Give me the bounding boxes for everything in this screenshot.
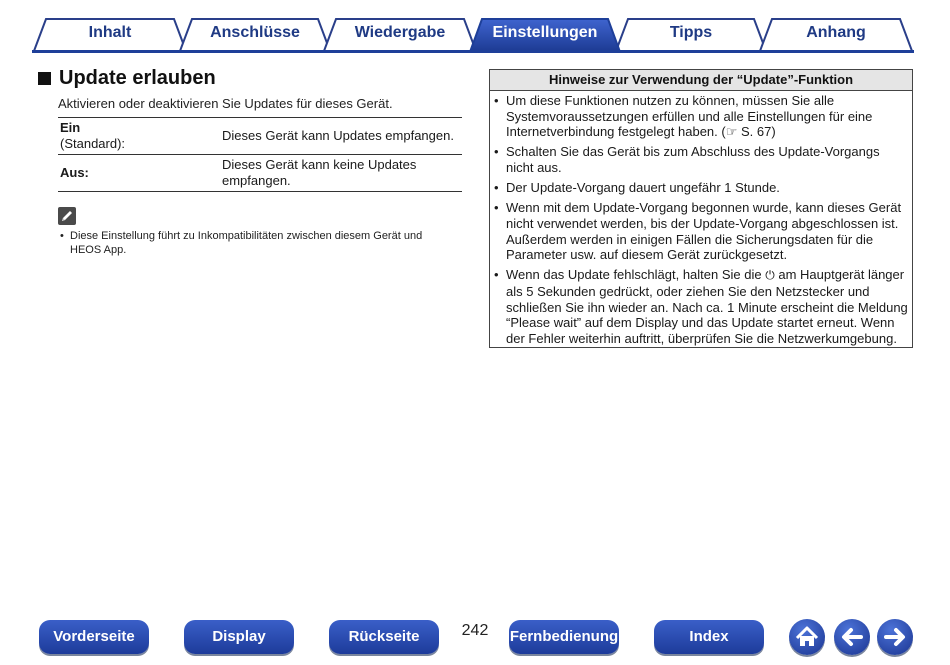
list-item [506,267,908,346]
hint-text: am Hauptgerät länger als 5 Sekunden gedrückt, oder ziehen Sie den Netzstecker und schließen Sie ihn wieder an. Nach ca. 1 Minute erscheint die Meldung “Please wait” auf dem Display und das Update startet erneut. Wenn der Fehler weiterhin auftritt, überprüfen Sie die Netzwerkumgebung. [506,267,908,346]
display-button[interactable]: Display [184,620,294,654]
hint-text: Wenn mit dem Update-Vorgang begonnen wurde, kann dieses Gerät nicht verwendet werden, bis der Update-Vorgang abgeschlossen ist. Außerdem werden in einigen Fällen die Sicherungsdaten für die Parameter usw. auf diesem Gerät zurückgesetzt. [506,200,902,263]
hints-box [489,69,913,348]
home-button[interactable] [789,619,825,655]
section-intro: Aktivieren oder deaktivieren Sie Updates für dieses Gerät. [58,96,393,111]
option-key [58,118,220,155]
option-desc: Dieses Gerät kann Updates empfangen. [222,128,454,143]
remote-button[interactable]: Fernbedienung [509,620,619,654]
home-icon [789,619,825,655]
title-square-icon [38,72,51,85]
section-title-text: Update erlauben [59,66,216,89]
tab-einstellungen[interactable]: Einstellungen [492,24,598,41]
index-button[interactable]: Index [654,620,764,654]
pencil-icon [58,207,76,225]
list-item [506,93,908,140]
hint-text: Der Update-Vorgang dauert ungefähr 1 Stunde. [506,180,780,196]
back-button[interactable] [834,619,870,655]
arrow-left-icon [834,619,870,655]
tab-anhang[interactable]: Anhang [806,24,866,41]
option-key [58,155,220,192]
option-desc: Dieses Gerät kann keine Updates empfangen. [222,157,417,188]
note-text: Diese Einstellung führt zu Inkompatibilitäten zwischen diesem Gerät und HEOS App. [70,230,423,256]
front-page-button[interactable]: Vorderseite [39,620,149,654]
hint-text: Wenn das Update fehlschlägt, halten Sie die [506,267,762,283]
page-number: 242 [461,622,489,639]
hints-title: Hinweise zur Verwendung der “Update”-Funktion [490,70,912,91]
hints-list [490,91,912,346]
option-sub: (Standard): [60,136,126,151]
bullet: • [60,230,64,242]
tab-wiedergabe[interactable]: Wiedergabe [354,24,446,41]
hint-text: Um diese Funktionen nutzen zu können, müssen Sie alle Systemvoraussetzungen erfüllen und alle Einstellungen für eine Internetverbindung festgelegt haben. [506,93,873,140]
tab-anschluesse[interactable]: Anschlüsse [210,24,300,41]
note [60,229,440,257]
tab-tipps[interactable]: Tipps [669,24,713,41]
option-name: Ein [60,120,81,135]
tab-bar [0,0,950,56]
list-item [506,200,908,262]
list-item [506,144,908,175]
table-row [58,118,462,155]
section-title [38,66,216,90]
tab-inhalt[interactable]: Inhalt [88,24,132,41]
arrow-right-icon [877,619,913,655]
options-table [58,117,462,192]
power-icon: ⏻ [765,268,775,283]
hint-text: Schalten Sie das Gerät bis zum Abschluss des Update-Vorgangs nicht aus. [506,144,880,175]
forward-button[interactable] [877,619,913,655]
table-row [58,155,462,192]
option-name: Aus: [60,165,89,180]
list-item [506,180,908,196]
rear-page-button[interactable]: Rückseite [329,620,439,654]
page-reference-link[interactable]: (☞ S. 67) [721,124,776,140]
